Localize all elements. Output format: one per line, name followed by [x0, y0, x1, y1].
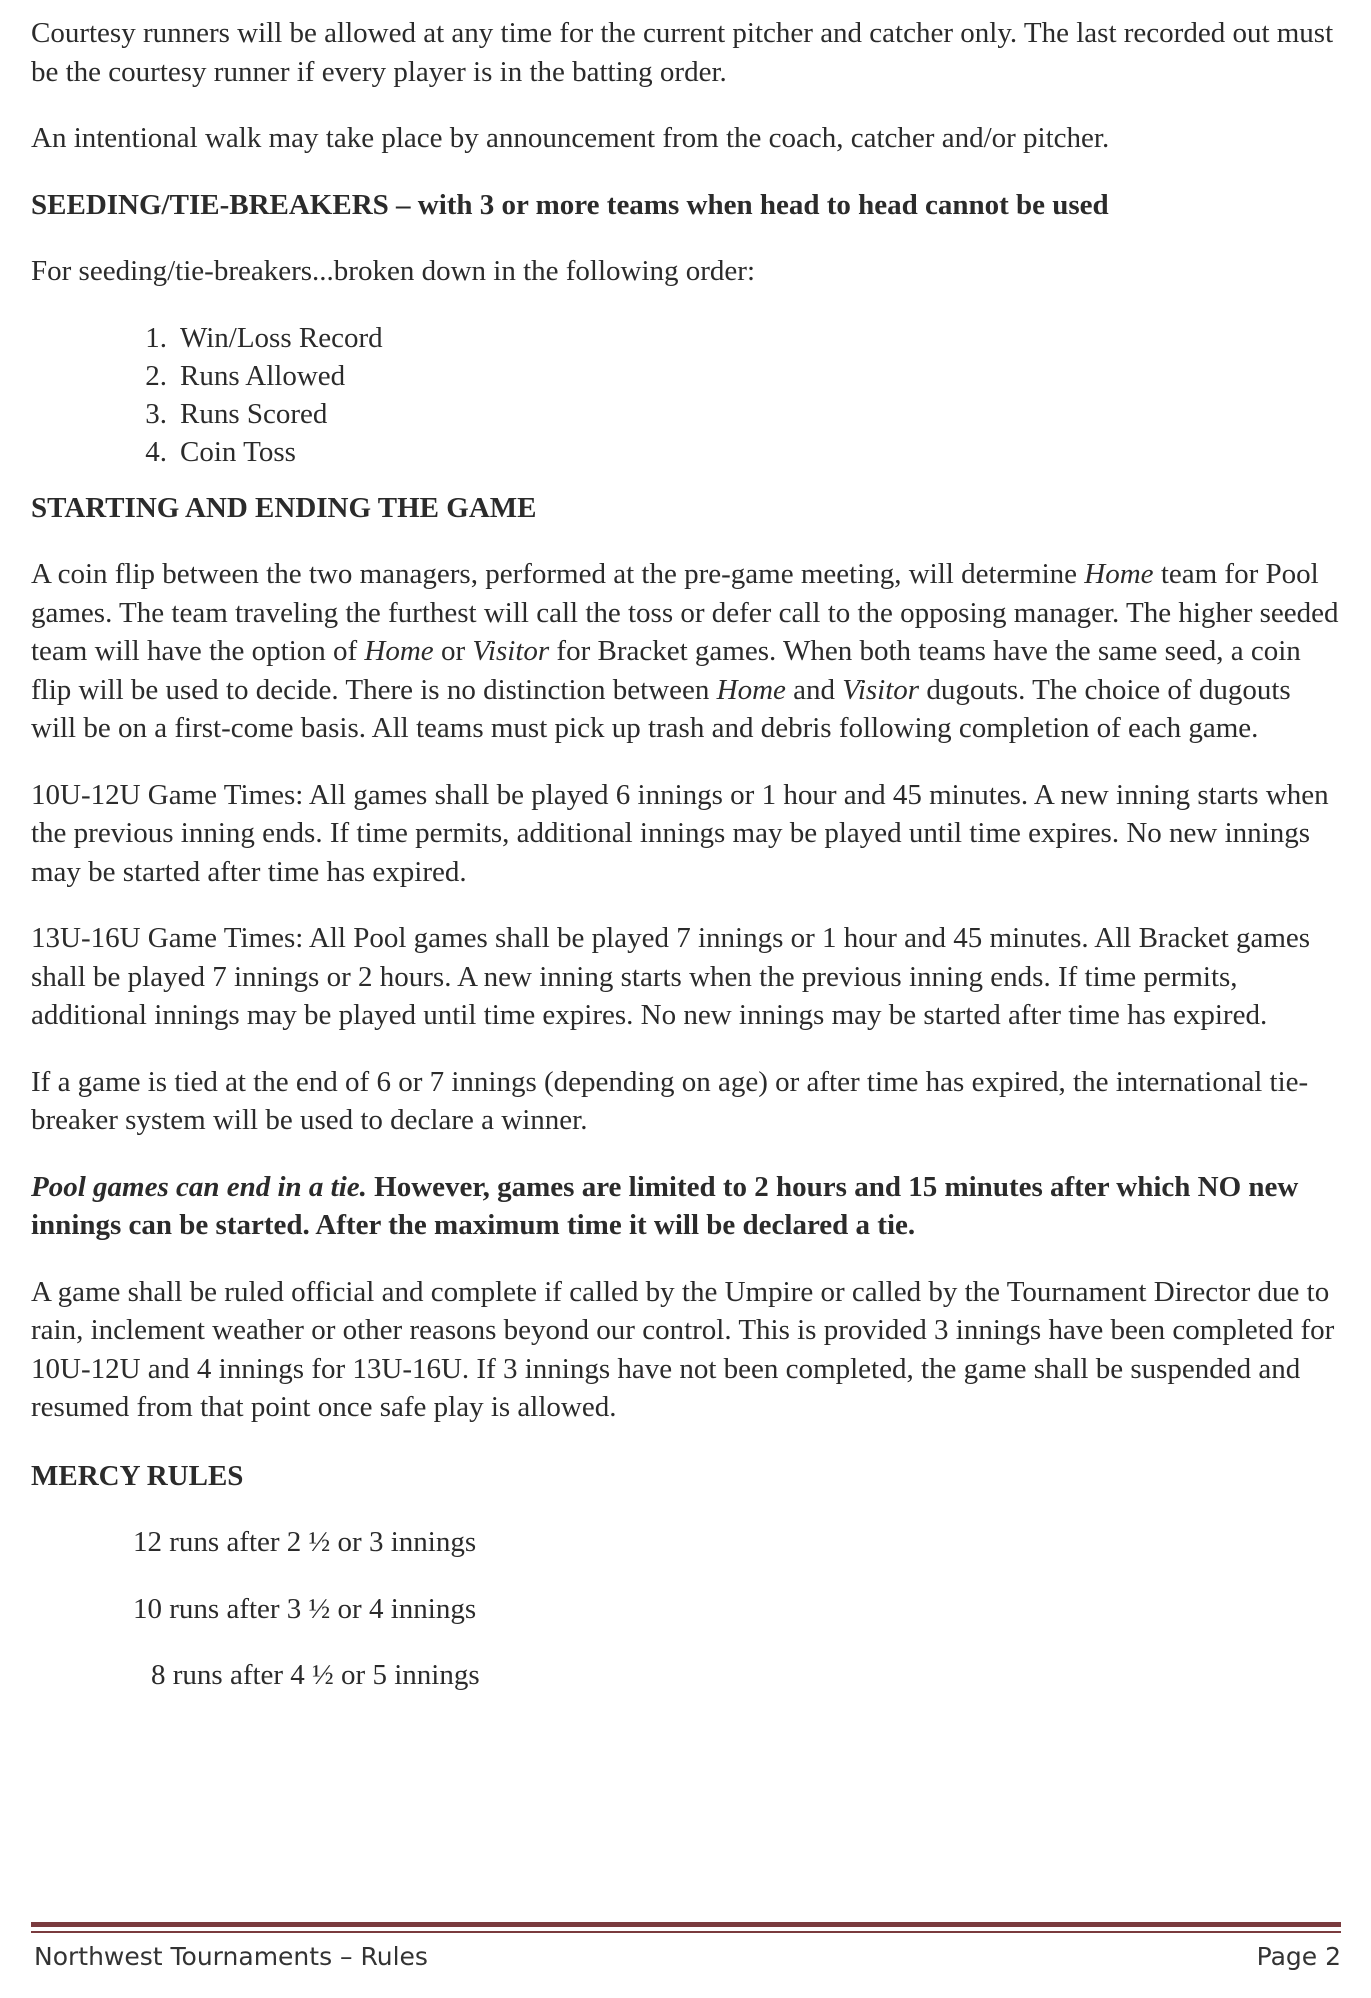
pool-tie-text: However, games are limited to 2 hours and 15 minutes after which NO new innings can be started. After the maximum time it will be declared a tie.	[31, 1170, 1299, 1241]
pool-tie-paragraph	[31, 1168, 1341, 1245]
text-run: or	[433, 635, 473, 667]
footer-title: Northwest Tournaments – Rules	[34, 1942, 428, 1971]
list-number: 1.	[145, 321, 167, 354]
text-run: dugouts. The choice of dugouts will be on a first-come basis. All teams must pick up trash and debris following completion of each game.	[31, 673, 1291, 744]
page-content	[31, 14, 1341, 1723]
seeding-order-list	[31, 319, 1341, 471]
footer-divider-thick	[31, 1922, 1341, 1927]
text-run: team for Pool games. The team traveling the furthest will call the toss or defer call to the opposing manager. The higher seeded team will have the option of	[31, 558, 1339, 667]
list-item	[31, 319, 1341, 357]
intentional-walk-paragraph: An intentional walk may take place by announcement from the coach, catcher and/or pitcher.	[31, 122, 1110, 154]
list-item	[31, 395, 1341, 433]
seeding-heading: SEEDING/TIE-BREAKERS – with 3 or more teams when head to head cannot be used	[31, 188, 1109, 221]
pool-tie-emphasis: Pool games can end in a tie.	[31, 1170, 367, 1203]
text-run: and	[785, 673, 843, 706]
seeding-intro: For seeding/tie-breakers...broken down in the following order:	[31, 255, 756, 287]
footer-divider-thin	[31, 1931, 1341, 1933]
list-number: 4.	[145, 435, 167, 468]
list-number: 3.	[145, 397, 167, 430]
game-times-13u-16u-paragraph: 13U-16U Game Times: All Pool games shall be played 7 innings or 1 hour and 45 minutes. All Bracket games shall be played 7 innings or 2 hours. A new inning starts when the previous inning ends. If time permits, additional innings may be played until time expires. No new innings may be started after time has expired.	[31, 922, 1311, 1031]
italic-term: Visitor	[472, 635, 550, 667]
coin-flip-paragraph	[31, 555, 1341, 748]
list-item-label: Win/Loss Record	[180, 321, 383, 354]
mercy-rules-heading: MERCY RULES	[31, 1459, 244, 1492]
italic-term: Home	[364, 635, 434, 667]
page-number: Page 2	[1256, 1942, 1341, 1971]
list-item-label: Runs Scored	[180, 397, 328, 430]
game-times-10u-12u-paragraph: 10U-12U Game Times: All games shall be played 6 innings or 1 hour and 45 minutes. A new inning starts when the previous inning ends. If time permits, additional innings may be played until time expires. No new innings may be started after time has expired.	[31, 778, 1329, 888]
mercy-rule-item: 8 runs after 4 ½ or 5 innings	[151, 1659, 480, 1691]
official-game-paragraph: A game shall be ruled official and complete if called by the Umpire or called by the Tournament Director due to rain, inclement weather or other reasons beyond our control. This is provided 3 innings have been completed for 10U-12U and 4 innings for 13U-16U. If 3 innings have not been completed, the game shall be suspended and resumed from that point once safe play is allowed.	[31, 1275, 1335, 1423]
mercy-rule-item: 10 runs after 3 ½ or 4 innings	[133, 1592, 477, 1625]
list-item-label: Runs Allowed	[180, 359, 346, 392]
list-number: 2.	[145, 359, 167, 392]
courtesy-runners-paragraph: Courtesy runners will be allowed at any time for the current pitcher and catcher only. The last recorded out must be the courtesy runner if every player is in the batting order.	[31, 17, 1334, 88]
italic-term: Visitor	[842, 673, 920, 706]
text-run: A coin flip between the two managers, performed at the pre-game meeting, will determine	[31, 558, 1085, 590]
tie-game-paragraph: If a game is tied at the end of 6 or 7 innings (depending on age) or after time has expired, the international tie-breaker system will be used to declare a winner.	[31, 1065, 1309, 1136]
list-item	[31, 433, 1341, 471]
starting-ending-heading: STARTING AND ENDING THE GAME	[31, 491, 537, 524]
list-item-label: Coin Toss	[180, 435, 296, 468]
italic-term: Home	[1084, 558, 1154, 590]
mercy-rule-item: 12 runs after 2 ½ or 3 innings	[133, 1526, 477, 1558]
text-run: for Bracket games. When both teams have the same seed, a coin flip will be used to decide. There is no distinction between	[31, 635, 1301, 706]
list-item	[31, 357, 1341, 395]
italic-term: Home	[716, 673, 786, 706]
